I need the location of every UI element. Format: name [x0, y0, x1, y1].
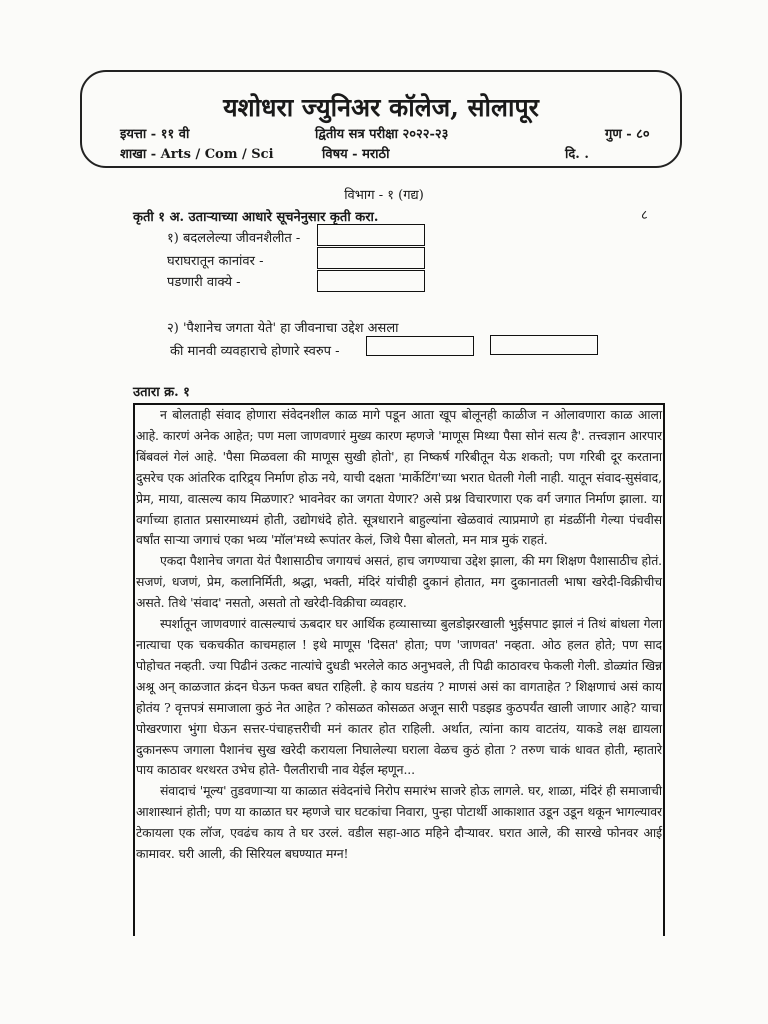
exam-label: द्वितीय सत्र परीक्षा २०२२-२३ — [315, 127, 449, 142]
passage-paragraph-3: स्पर्शातून जाणवणारं वात्सल्याचं ऊबदार घर आर्थिक हव्यासाच्या बुलडोझरखाली भुईसपाट झालं नं तिथं बांधला गेला नात्याचा एक चकचकीत काचमहाल ! इथे माणूस 'दिसत' होता; पण 'जाणवत' नव्हता. ओठ हलत होते; पण साद पोहोचत नव्हती. ज्या पिढीनं उत्कट नात्यांचे दुधडी भरलेले काठ अनुभवले, ती पिढी काठावरच फेकली गेली. डोळ्यांत खिन्न अश्रू अन् काळजात क्रंदन घेऊन फक्त बघत राहिली. हे काय घडतंय ? माणसं असं का वागताहेत ? शिक्षणाचं असं काय होतंय ? वृत्तपत्रं समाजाला कुठं नेत आहेत ? कोसळत कोसळत अजून सारी पडझड कुठपर्यंत खाली जाणार आहे? याचा पोखरणारा भुंगा घेऊन सत्तर-पंचाहत्तरीची मनं कातर होत राहिली. अर्थात, त्यांना काय वाटतंय, याकडे लक्ष द्यायला दुकानरूप जगाला पैशानंच सुख खरेदी करायला निघालेल्या घराला वेळच कुठं होता ? तरुण चाकं धावत होती, म्हातारे पाय काठावर थरथरत उभेच होते- पैलतीराची नाव येईल म्हणून... — [136, 616, 662, 778]
activity-marks: ८ — [641, 208, 648, 223]
question-2-line-1: २) 'पैशानेच जगता येते' हा जीवनाचा उद्देश असला — [167, 321, 399, 336]
question-1-line-3: पडणारी वाक्ये - — [167, 275, 241, 290]
class-label: इयत्ता - ११ वी — [120, 127, 190, 142]
answer-box-3[interactable] — [317, 270, 425, 292]
passage-label: उतारा क्र. १ — [133, 385, 190, 400]
answer-box-1[interactable] — [317, 224, 425, 246]
answer-box-2[interactable] — [317, 247, 425, 269]
stream-label: शाखा - Arts / Com / Sci — [120, 147, 274, 162]
header-frame — [80, 70, 682, 168]
section-title: विभाग - १ (गद्य) — [344, 188, 424, 203]
answer-box-5[interactable] — [490, 335, 598, 355]
question-1-line-1: १) बदललेल्या जीवनशैलीत - — [167, 231, 301, 246]
passage-paragraph-4: संवादाचं 'मूल्य' तुडवणाऱ्या या काळात संवेदनांचे निरोप समारंभ साजरे होऊ लागले. घर, शाळा, मंदिरं ही समाजाची आशास्थानं होती; पण या काळात घर म्हणजे चार घटकांचा निवारा, पुन्हा पोटार्थी आकाशात उडून उडून थकून भागल्यावर टेकायला एक लॉज, एवढंच काय ते घर उरलं. वडील सहा-आठ महिने दौऱ्यावर. घरात आले, की सारखे फोनवर आई कामावर. घरी आली, की सिरियल बघण्यात मग्न! — [136, 783, 662, 862]
passage-paragraph-1: न बोलताही संवाद होणारा संवेदनशील काळ मागे पडून आता खूप बोलूनही काळीज न ओलावणारा काळ आला आहे. कारणं अनेक आहेत; पण मला जाणवणारं मुख्य कारण म्हणजे 'माणूस मिथ्या पैसा सोनं सत्य है'. तत्त्वज्ञान आरपार बिंबवलं गेलं आहे. 'पैसा मिळवला की माणूस सुखी होतो', हा निष्कर्ष गरिबीतून येऊ शकतो; पण गरिबी दूर करताना दुसरेच एक आंतरिक दारिद्र्य निर्माण होऊ नये, याची दक्षता 'मार्केटिंग'च्या भरात घेतली गेली नाही. यातून संवाद-सुसंवाद, प्रेम, माया, वात्सल्य काय मिळणार? भावनेवर का जगता येणार? असे प्रश्न विचारणारा एक वर्ग जगात निर्माण झाला. या वर्गाच्या हातात प्रसारमाध्यमं होती, उद्योगधंदे होते. सूत्रधाराने बाहुल्यांना खेळवावं त्याप्रमाणे हा मंडळींनी गेल्या पंचवीस वर्षांत साऱ्या जगाचं एका भव्य 'मॉल'मध्ये रूपांतर केलं, जिथे पैसा बोलतो, मन मात्र मुकं राहतं. — [136, 407, 662, 548]
subject-label: विषय - मराठी — [322, 147, 390, 162]
marks-label: गुण - ८० — [605, 127, 650, 142]
passage-text — [136, 405, 662, 865]
answer-box-4[interactable] — [366, 336, 474, 356]
question-2-line-2: की मानवी व्यवहाराचे होणारे स्वरुप - — [170, 344, 340, 359]
college-name: यशोधरा ज्युनिअर कॉलेज, सोलापूर — [223, 93, 539, 122]
date-label: दि. . — [565, 147, 589, 162]
passage-paragraph-2: एकदा पैशानेच जगता येतं पैशासाठीच जगायचं असतं, हाच जगण्याचा उद्देश झाला, की मग शिक्षण पैशासाठीच होतं. सजणं, धजणं, प्रेम, कलानिर्मिती, श्रद्धा, भक्ती, मंदिरं यांचीही दुकानं होतात, मग दुकानातली भाषा खरेदी-विक्रीचीच असते. तिथे 'संवाद' नसतो, असतो तो खरेदी-विक्रीचा व्यवहार. — [136, 553, 663, 611]
activity-title: कृती १ अ. उताऱ्याच्या आधारे सूचनेनुसार कृती करा. — [133, 210, 379, 225]
question-1-line-2: घराघरातून कानांवर - — [167, 254, 264, 269]
